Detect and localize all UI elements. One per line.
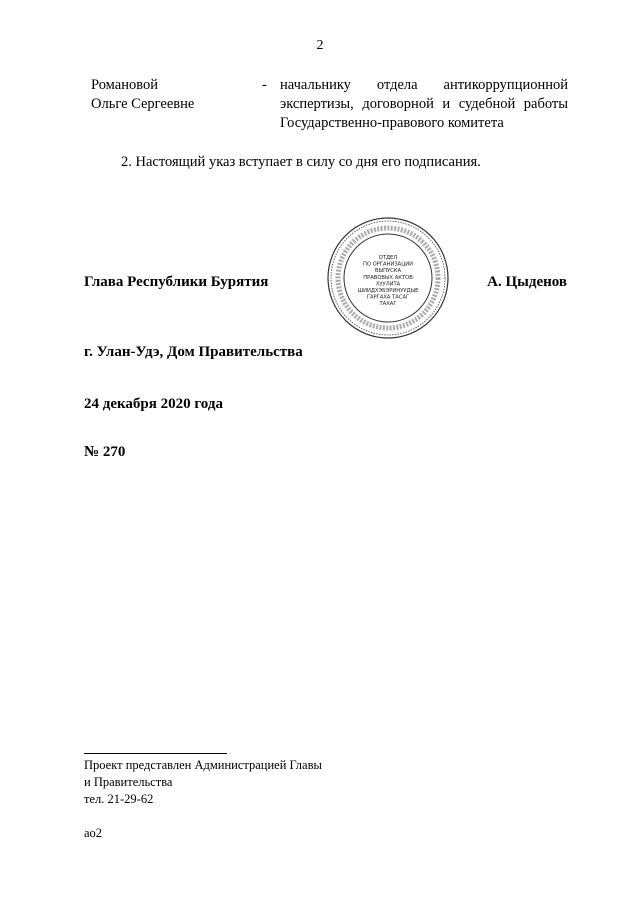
appointee-position: [280, 76, 568, 133]
footnote-line-2: и Правительства: [84, 775, 173, 789]
appointee-surname: Романовой: [91, 77, 158, 93]
seal-text-line: ШИИДХЭБЭРИНУУДЫЕ: [357, 288, 419, 294]
position-line-2: экспертизы, договорной и судебной работы: [280, 96, 568, 112]
position-line-1: начальнику отдела антикоррупционной: [280, 77, 568, 93]
signatory-name: А. Цыденов: [487, 274, 567, 290]
footnote-line-1: Проект представлен Администрацией Главы: [84, 758, 322, 772]
official-seal-stamp: [326, 216, 450, 340]
seal-text-line: ГАРГАХА ТАСАГ: [366, 294, 410, 301]
signing-date: 24 декабря 2020 года: [84, 396, 223, 412]
page-number: 2: [316, 38, 324, 53]
signing-place: г. Улан-Удэ, Дом Правительства: [84, 344, 303, 360]
seal-text-line: ХУУЛИТА: [375, 281, 401, 288]
clause-2: 2. Настоящий указ вступает в силу со дня его подписания.: [121, 154, 481, 170]
seal-text-line: ВЫПУСКА: [374, 268, 402, 275]
appointee-name: [91, 76, 194, 114]
footnote-phone: тел. 21-29-62: [84, 792, 154, 806]
footnote-divider: [84, 753, 227, 754]
document-code: ао2: [84, 826, 103, 840]
appointment-dash: -: [262, 77, 267, 93]
seal-text-line: ПРАВОВЫХ АКТОВ: [363, 274, 413, 281]
seal-text-line: ТАХАГ: [379, 301, 397, 308]
signatory-title: Глава Республики Бурятия: [84, 274, 269, 290]
seal-text-line: ПО ОРГАНИЗАЦИИ: [362, 261, 414, 268]
footnote: [84, 757, 322, 808]
appointee-given-names: Ольге Сергеевне: [91, 96, 195, 112]
seal-text-line: ОТДЕЛ: [378, 255, 398, 261]
position-line-3: Государственно-правового комитета: [280, 115, 504, 131]
decree-number: № 270: [84, 444, 126, 460]
